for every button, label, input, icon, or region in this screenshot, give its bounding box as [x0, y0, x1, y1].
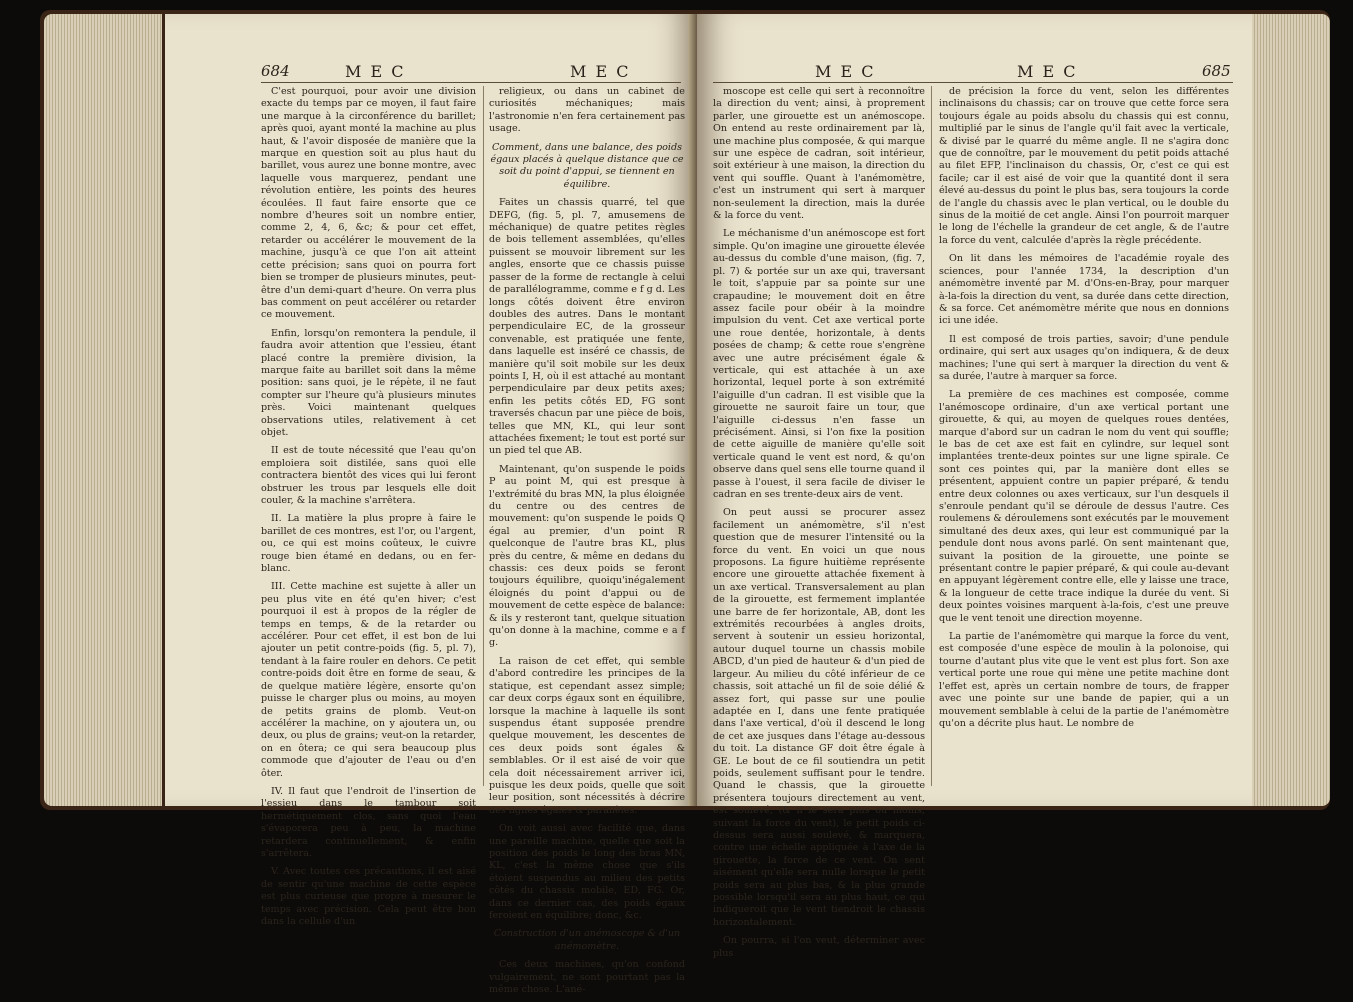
running-head-right-col: M E C [570, 62, 631, 81]
paragraph: religieux, ou dans un cabinet de curiosités méchaniques; mais l'astronomie n'en fera certainement pas usage. [489, 86, 685, 135]
page-number: 685 [1202, 62, 1231, 80]
paragraph: On voit aussi avec facilité que, dans une pareille machine, quelle que soit la position des poids le long des bras MN, KL, c'est la même chose que s'ils étoient suspendus au milieu des petits côtés du chassis mobile, ED, FG. Or, dans ce dernier cas, des poids égaux feroient en équilibre; donc, &c. [489, 823, 685, 921]
paragraph: Faites un chassis quarré, tel que DEFG, (fig. 5, pl. 7, amusemens de méchanique) de quatre petites règles de bois tellement assemblées, qu'elles puissent se mouvoir librement sur les angles, ensorte que ce chassis puisse passer de la forme de rectangle à celui de parallélogramme, comme e f g d. Les longs côtés doivent être environ doubles des autres. Dans le montant perpendiculaire EC, de la grosseur convenable, est pratiquée une fente, dans laquelle est inséré ce chassis, de manière qu'il soit mobile sur les deux points I, H, où il est attaché au montant perpendiculaire par deux petits axes; enfin les petits côtés ED, FG sont traversés chacun par une pièce de bois, telles que MN, KL, qui leur sont attachées fixement; le tout est porté sur un pied tel que AB. [489, 197, 685, 457]
left-page [165, 14, 695, 996]
paragraph: Comment, dans une balance, des poids égaux placés à quelque distance que ce soit du point d'appui, se tiennent en équilibre. [490, 141, 684, 190]
paragraph: Ces deux machines, qu'on confond vulgairement, ne sont pourtant pas la même chose. L'ané- [489, 959, 685, 996]
right-page-edges [1252, 14, 1330, 806]
paragraph: Enfin, lorsqu'on remontera la pendule, il faudra avoir attention que l'essieu, étant placé contre la première division, la marque faite au barillet soit dans la même position: sans quoi, je le répète, il ne faut compter sur l'heure qu'à plusieurs minutes près. Voici maintenant quelques observations utiles, relativement à cet objet. [261, 327, 476, 438]
paragraph: Maintenant, qu'on suspende le poids P au point M, qui est presque à l'extrémité du bras MN, la plus éloignée du centre ou des centres de mouvement: qu'on suspende le poids Q égal au premier, d'un point R quelconque de l'autre bras KL, plus près du centre, & même en dedans du chassis: ces deux poids se feront toujours équilibre, quoiqu'inégalement éloignés du point d'appui ou de mouvement de cette espèce de balance: & ils y resteront tant, quelque situation qu'on donne à la machine, comme e a f g. [489, 463, 685, 649]
paragraph: V. Avec toutes ces précautions, il est aisé de sentir qu'une machine de cette espèce est plus curieuse que propre à mesurer le temps avec précision. Cela peut être bon dans la cellule d'un [261, 866, 476, 927]
paragraph: II est de toute nécessité que l'eau qu'on emploiera soit distilée, sans quoi elle contractera bientôt des vices qui lui feront obstruer les trous par lesquels elle doit couler, & la machine s'arrêtera. [261, 445, 476, 506]
paragraph: On lit dans les mémoires de l'académie royale des sciences, pour l'année 1734, la description d'un anémomètre inventé par M. d'Ons-en-Bray, pour marquer à-la-fois la direction du vent, sa durée dans cette direction, & sa force. Cet anémomètre mérite que nous en donnions ici une idée. [939, 253, 1229, 327]
paragraph: Le méchanisme d'un anémoscope est fort simple. Qu'on imagine une girouette élevée au-dessus du comble d'une maison, (fig. 7, pl. 7) & portée sur un axe qui, traversant le toit, s'appuie par sa pointe sur une crapaudine; le mouvement doit en être assez facile pour obéir à la moindre impulsion du vent. Cet axe vertical porte une roue dentée, horizontale, à dents posées de champ; & cette roue s'engrène avec une autre précisément égale & verticale, qui est attachée à un axe horizontal, lequel porte à son extrémité l'aiguille d'un cadran. Il est visible que la girouette ne sauroit faire un tour, que l'aiguille ci-dessus n'en fasse un précisément. Ainsi, si l'on fixe la position de cette aiguille de manière qu'elle soit verticale quand le vent est nord, & qu'on observe dans quel sens elle tourne quand il passe à l'ouest, il sera facile de diviser le cadran en ses trente-deux airs de vent. [713, 228, 925, 500]
paragraph: de précision la force du vent, selon les différentes inclinaisons du chassis; car on trouve que cette force sera toujours égale au poids absolu du chassis qui est connu, multiplié par le sinus de l'angle qu'il fait avec la verticale, & divisé par le quarré du même angle. Il ne s'agira donc que de connoître, par le mouvement du petit poids attaché au filet EFP, l'inclinaison du chassis, Or, c'est ce qui est facile; car il est aisé de voir que la quantité dont il sera élevé au-dessus du point le plus bas, sera toujours la corde de l'angle du chassis avec le plan vertical, ou le double du sinus de la moitié de cet angle. Ainsi l'on pourroit marquer le long de l'échelle la grandeur de cet angle, & de l'autre la force du vent, calculée d'après la règle précédente. [939, 86, 1229, 246]
paragraph: On peut aussi se procurer assez facilement un anémomètre, s'il n'est question que de mesurer l'intensité ou la force du vent. En voici un que nous proposons. La figure huitième représente encore une girouette attachée fixement à un axe vertical. Transversalement au plan de la girouette, est fermement implantée une barre de fer horizontale, AB, dont les extrémités recourbées à angles droits, servent à soutenir un essieu horizontal, autour duquel tourne un chassis mobile ABCD, d'un pied de hauteur & d'un pied de largeur. Au milieu du côté inférieur de ce chassis, soit attaché un fil de soie délié & assez fort, qui passe sur une poulie adaptée en I, dans une fente pratiquée dans l'axe vertical, d'où il descend le long de cet axe jusques dans l'étage au-dessous du toit. La distance GF doit être égale à GE. Le bout de ce fil soutiendra un petit poids, seulement suffisant pour le tendre. Quand le chassis, que la girouette présentera toujours directement au vent, est soulevé, (& il le sera plus ou moins, suivant la force du vent), le petit poids ci-dessus sera aussi soulevé, & marquera, contre une échelle appliquée à l'axe de la girouette, la force de ce vent. On sent aisément qu'elle sera nulle lorsque le petit poids sera au plus bas, & la plus grande possible lorsqu'il sera au plus haut, ce qui indiqueroit que le vent tiendroit le chassis horizontalement. [713, 507, 925, 928]
column-divider [931, 86, 932, 786]
paragraph: La partie de l'anémomètre qui marque la force du vent, est composée d'une espèce de moulin à la polonoise, qui tourne d'autant plus vite que le vent est plus fort. Son axe vertical porte une roue qui mène une petite machine dont l'effet est, après un certain nombre de tours, de frapper avec une pointe sur une bande de papier, qui a un mouvement semblable à celui de la partie de l'anémomètre qu'on a décrite plus haut. Le nombre de [939, 631, 1229, 729]
text-column-2 [489, 86, 685, 1002]
running-head: M E C [345, 62, 406, 81]
running-head-right-col: M E C [1017, 62, 1078, 81]
paragraph: On pourra, si l'on veut, déterminer avec plus [713, 935, 925, 959]
header-rule [261, 82, 681, 83]
paragraph: II. La matière la plus propre à faire le barillet de ces montres, est l'or, ou l'argent, ou, ce qui est moins coûteux, le cuivre rouge bien étamé en dedans, ou en fer-blanc. [261, 513, 476, 575]
paragraph: IV. Il faut que l'endroit de l'insertion de l'essieu dans le tambour soit hermétiquement clos, sans quoi l'eau s'évaporera peu à peu, la machine retardera continuellement, & enfin s'arrêtera. [261, 785, 476, 859]
left-page-edges [44, 14, 162, 806]
paragraph: C'est pourquoi, pour avoir une division exacte du temps par ce moyen, il faut faire une marque à la circonférence du barillet; après quoi, ayant monté la machine au plus haut, & l'avoir disposée de manière que la marque en question soit au plus haut du barillet, vous aurez une bonne montre, avec laquelle vous marquerez, pendant une révolution entière, les points des heures écoulées. Il faut faire ensorte que ce nombre d'heures soit un nombre entier, comme 2, 4, 6, &c; & pour cet effet, retarder ou accélérer le mouvement de la machine, jusqu'à ce que l'on ait atteint cette précision; sans quoi on pourra fort bien se tromper de plusieurs minutes, peut-être d'un demi-quart d'heure. On verra plus bas comment on peut accélérer ou retarder ce mouvement. [261, 86, 476, 321]
paragraph: moscope est celle qui sert à reconnoître la direction du vent; ainsi, à proprement parler, une girouette est un anémoscope. On entend au reste ordinairement par là, une machine plus composée, & qui marque sur une espèce de cadran, soit intérieur, soit extérieur à une maison, la direction du vent qui souffle. Quant à l'anémomètre, c'est un instrument qui sert à marquer non-seulement la direction, mais la durée & la force du vent. [713, 86, 925, 222]
paragraph: Il est composé de trois parties, savoir; d'une pendule ordinaire, qui sert aux usages qu'on indiquera, & de deux machines; l'une qui sert à marquer la direction du vent & sa durée, l'autre à marquer sa force. [939, 333, 1229, 382]
running-head: M E C [815, 62, 876, 81]
paragraph: La raison de cet effet, qui semble d'abord contredire les principes de la statique, est cependant assez simple; car deux corps égaux sont en équilibre, lorsque la machine à laquelle ils sont suspendus étant supposée prendre quelque mouvement, les descentes de ces deux poids sont égales & semblables. Or il est aisé de voir que cela doit nécessairement arriver ici, puisque les deux poids, quelle que soit leur position, sont nécessités à décrire des lignes égales & parallèles. [489, 655, 685, 816]
page-number: 684 [261, 62, 290, 80]
paragraph: III. Cette machine est sujette à aller un peu plus vite en été qu'en hiver; c'est pourquoi il est à propos de la régler de temps en temps, & de la retarder ou accélérer. Pour cet effet, il est bon de lui ajouter un petit contre-poids (fig. 5, pl. 7), tendant à la faire rouler en dehors. Ce petit contre-poids doit être en forme de seau, & de quelque matière légère, ensorte qu'on puisse le charger plus ou moins, au moyen de petits grains de plomb. Veut-on accélérer la machine, on y ajoutera un, ou deux, ou plus de grains; veut-on la retarder, on en ôtera; ce qui sera beaucoup plus commode que d'ajouter de l'eau ou d'en ôter. [261, 581, 476, 779]
paragraph: La première de ces machines est composée, comme l'anémoscope ordinaire, d'un axe vertical portant une girouette, & qui, au moyen de quelques roues dentées, marque d'abord sur un cadran le nom du vent qui souffle; le bas de cet axe est fait en cylindre, sur lequel sont implantées trente-deux pointes sur une ligne spirale. Ce sont ces pointes qui, par la manière dont elles se présentent, appuient contre un papier préparé, & tendu entre deux colonnes ou axes verticaux, sur l'un desquels il s'enroule pendant qu'il se déroule de dessus l'autre. Ces roulemens & déroulemens sont exécutés par le mouvement simultané des deux axes, qui leur est communiqué par la pendule dont nous avons parlé. On sent maintenant que, suivant la position de la girouette, une pointe se présentant contre le papier préparé, & qui coule au-devant en appuyant légèrement contre elle, elle y laisse une trace, & la longueur de cette trace indique la durée du vent. Si deux pointes voisines marquent à-la-fois, c'est une preuve que le vent tenoit une direction moyenne. [939, 389, 1229, 624]
paragraph: Construction d'un anémoscope & d'un anémomètre. [493, 928, 681, 952]
right-page [697, 14, 1252, 959]
column-divider [483, 86, 484, 786]
text-column-2 [939, 86, 1229, 736]
header-rule [713, 82, 1233, 83]
text-column-1 [713, 86, 925, 966]
text-column-1 [261, 86, 476, 934]
